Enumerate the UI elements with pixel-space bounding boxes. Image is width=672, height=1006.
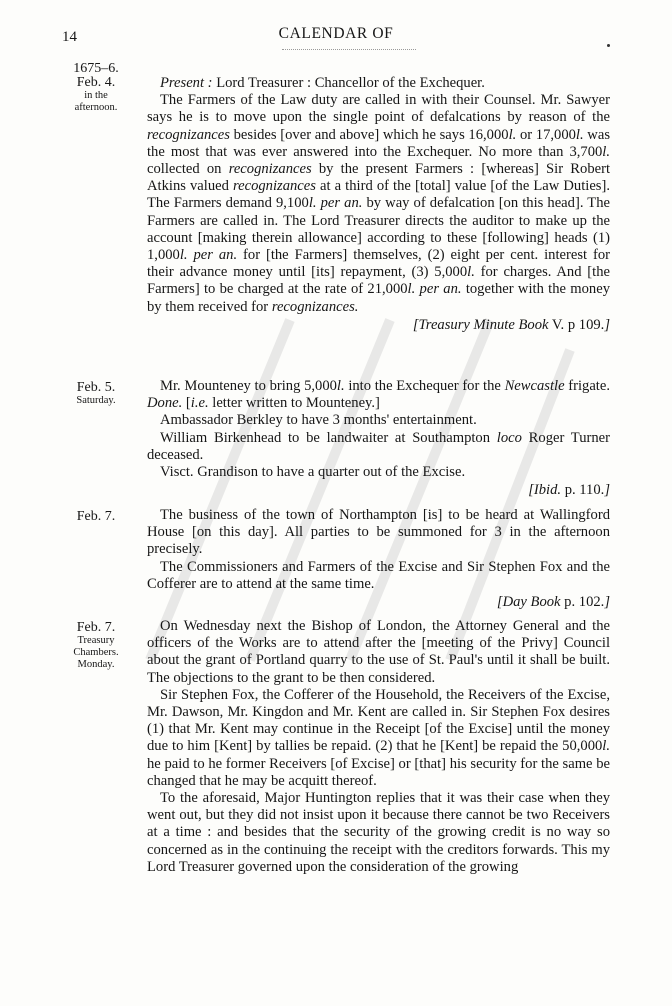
paragraph: The Farmers of the Law duty are called in with their Counsel. Mr. Sawyer says he is to move upon the single point of defalcations by reason of the recognizances besides [over and above] which he says 16,000l. or 17,000l. was the most that was ever answered into the Exchequer. No more than 3,700l. collected on recognizances by the present Farmers : [whereas] Sir Robert Atkins valued recognizances at a third of the [total] value [of the Law Duties]. The Farmers demand 9,100l. per an. by way of defalcation [on this head]. The Farmers are called in. The Lord Treasurer directs the auditor to make up the account [making therein allowance] according to these [following] heads (1) 1,000l. per an. for [the Farmers] themselves, (2) eight per cent. interest for their advance money until [its] repayment, (3) 5,000l. for charges. And [the Farmers] to be charged at the rate of 21,000l. per an. together with the money by them received for recognizances. (147, 92, 611, 315)
entry-year: 1675–6. (73, 61, 119, 76)
paragraph: Visct. Grandison to have a quarter out of the Excise. (160, 464, 466, 481)
entry-note: afternoon. (74, 102, 118, 113)
entry-date: Feb. 4. (76, 75, 116, 90)
entry-date: Feb. 7. (76, 620, 116, 635)
entry-sidenote (58, 62, 134, 114)
paragraph: To the aforesaid, Major Huntington replies that it was their case when they went out, but they did not insist upon it because there cannot be two Receivers at a time : and besides that the security of the growing credit is no way so concerned as in the continuing the receipt with the creditors forwards. This my Lord Treasurer governed upon the consideration of the growing (147, 790, 610, 875)
citation: [Day Book p. 102.] (496, 594, 610, 611)
running-head: CALENDAR OF (278, 25, 394, 42)
entry-sidenote (58, 621, 134, 671)
paragraph: Ambassador Berkley to have 3 months' entertainment. (160, 412, 477, 429)
entry-date: Feb. 7. (76, 509, 116, 524)
present-label: Present : (160, 75, 213, 91)
entry-note: Saturday. (76, 395, 116, 406)
paragraph: Sir Stephen Fox, the Cofferer of the Household, the Receivers of the Excise, Mr. Dawson, Mr. Kingdon and Mr. Kent are called in. Sir Stephen Fox desires (1) that Mr. Kent may continue in the Receipt [of the Excise] until the money due to him [Kent] by tallies be repaid. (2) that he [Kent] be repaid the 50,000l. he paid to he former Receivers [of Excise] or [that] his security for the same be changed that he may be acquitt thereof. (147, 686, 610, 789)
present-line (147, 75, 610, 92)
entry-sidenote (58, 510, 134, 524)
paragraph: On Wednesday next the Bishop of London, the Attorney General and the officers of the Works are to attend after the [meeting of the Privy] Council about the grant of Portland quarry to the use of St. Paul's until it shall be built. The objections to the grant to be then considered. (147, 618, 610, 686)
present-text: Lord Treasurer : Chancellor of the Exchequer. (212, 75, 485, 91)
entry-text (147, 507, 610, 611)
citation: [Ibid. p. 110.] (528, 482, 610, 499)
entry-date: Feb. 5. (76, 380, 116, 395)
paragraph: The Commissioners and Farmers of the Excise and Sir Stephen Fox and the Cofferer are to attend at the same time. (147, 558, 610, 592)
head-dot (607, 44, 610, 47)
entry-text (147, 75, 610, 334)
entry-note: in the (84, 90, 108, 101)
page-number: 14 (62, 29, 77, 45)
paragraph: William Birkenhead to be landwaiter at Southampton loco Roger Turner deceased. (147, 429, 610, 463)
citation: [Treasury Minute Book V. p 109.] (412, 316, 610, 333)
entry-text (147, 378, 610, 499)
entry-text (147, 618, 610, 876)
entry-note: Chambers. (73, 647, 119, 658)
entry-note: Monday. (77, 659, 115, 670)
head-rule (282, 49, 416, 50)
paragraph: Mr. Mounteney to bring 5,000l. into the Exchequer for the Newcastle frigate. Done. [i.e. letter written to Mounteney.] (147, 378, 610, 412)
entry-note: Treasury (77, 635, 115, 646)
paragraph: The business of the town of Northampton [is] to be heard at Wallingford House [on this day]. All parties to be summoned for 3 in the afternoon precisely. (147, 507, 610, 558)
entry-sidenote (58, 381, 134, 407)
